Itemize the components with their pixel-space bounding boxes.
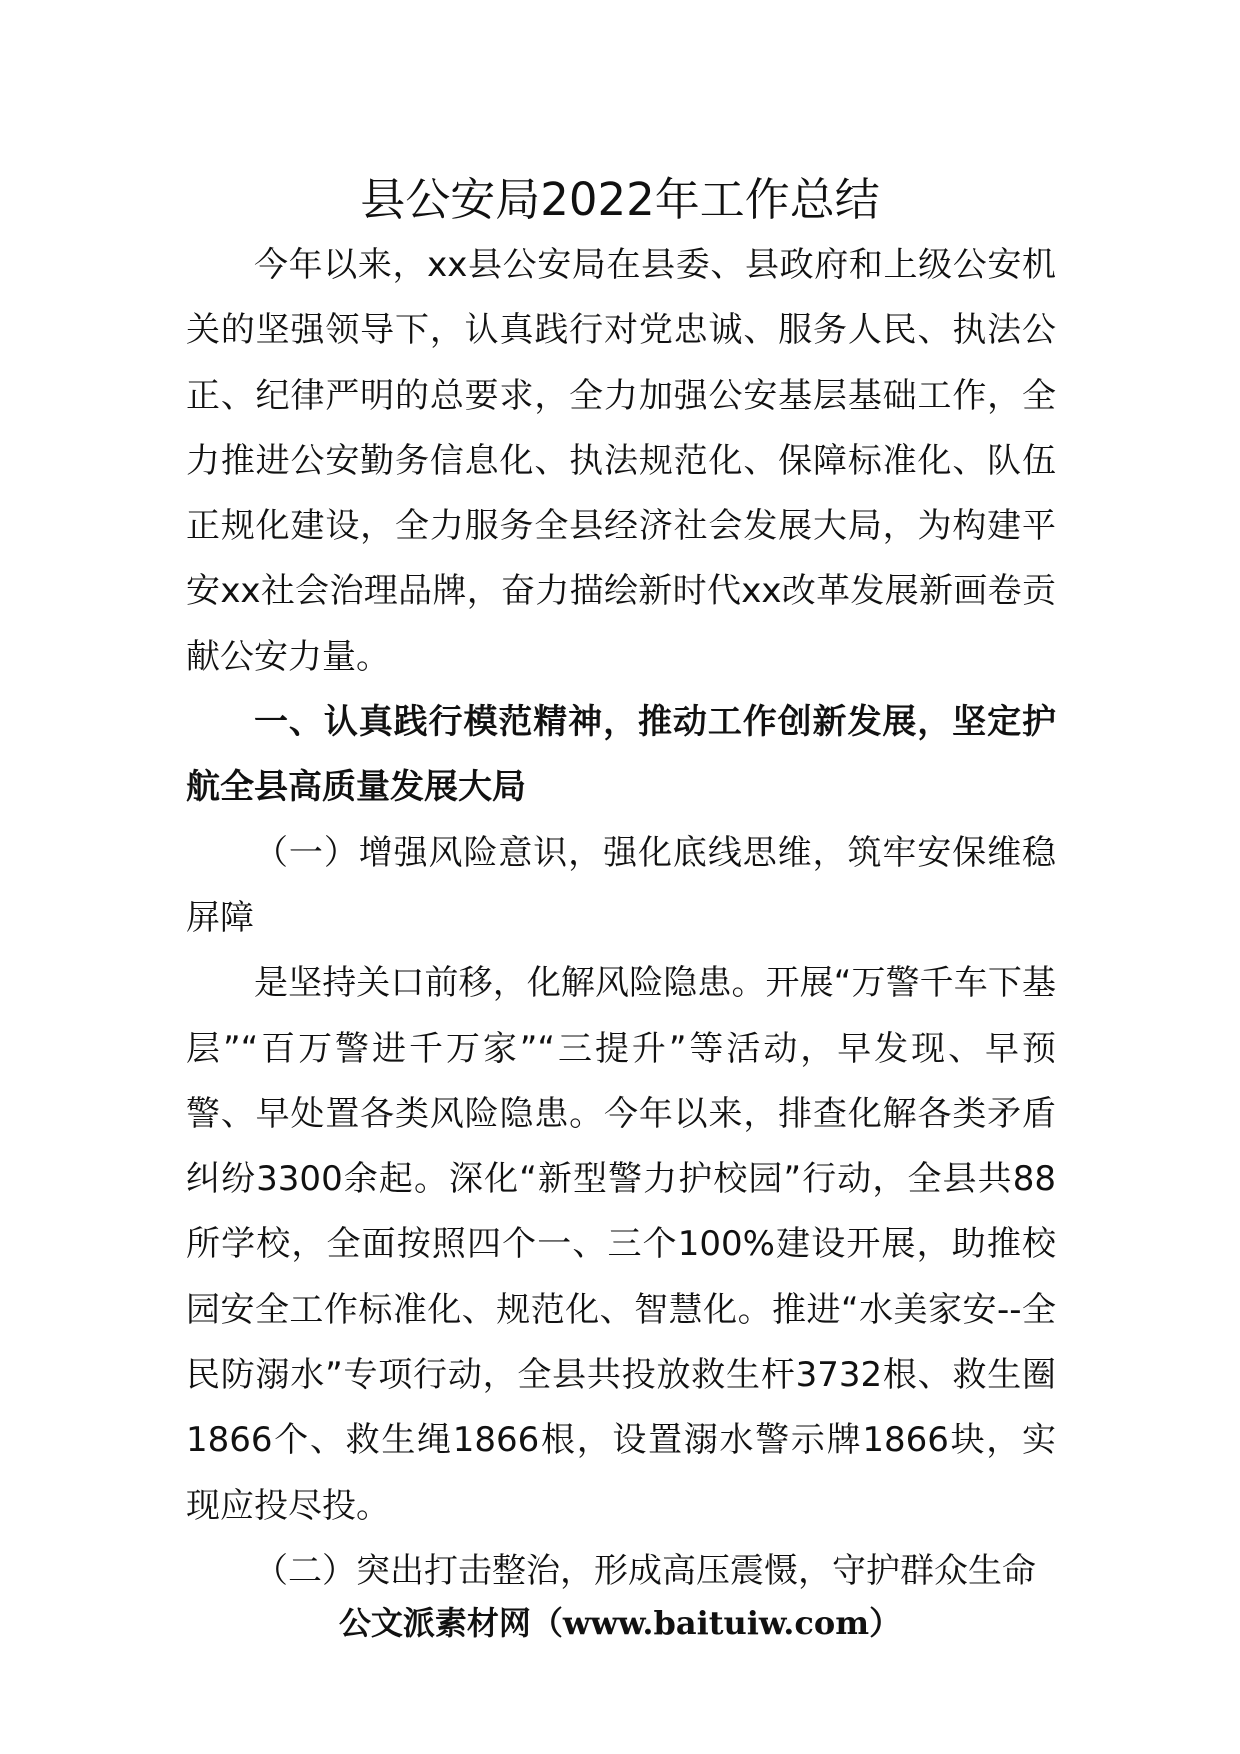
- document-body: [186, 233, 1056, 1604]
- intro-paragraph: 今年以来，xx县公安局在县委、县政府和上级公安机关的坚强领导下，认真践行对党忠诚、服务人民、执法公正、纪律严明的总要求，全力加强公安基层基础工作，全力推进公安勤务信息化、执法规范化、保障标准化、队伍正规化建设，全力服务全县经济社会发展大局，为构建平安xx社会治理品牌，奋力描绘新时代xx改革发展新画卷贡献公安力量。: [186, 245, 1056, 677]
- subsection-heading-1: （一）增强风险意识，强化底线思维，筑牢安保维稳屏障: [186, 832, 1056, 938]
- body-paragraph-1: 是坚持关口前移，化解风险隐患。开展“万警千车下基层”“百万警进千万家”“三提升”等活动，早发现、早预警、早处置各类风险隐患。今年以来，排查化解各类矛盾纠纷3300余起。深化“新型警力护校园”行动，全县共88所学校，全面按照四个一、三个100%建设开展，助推校园安全工作标准化、规范化、智慧化。推进“水美家安--全民防溺水”专项行动，全县共投放救生杆3732根、救生圈1866个、救生绳1866根，设置溺水警示牌1866块，实现应投尽投。: [186, 963, 1056, 1526]
- footer-source: 公文派素材网（www.baituiw.com）: [338, 1604, 902, 1642]
- subsection-heading-2: （二）突出打击整治，形成高压震慑，守护群众生命: [254, 1550, 1036, 1591]
- section-heading-1: 一、认真践行模范精神，推动工作创新发展，坚定护航全县高质量发展大局: [186, 702, 1056, 808]
- document-title: 县公安局2022年工作总结: [360, 173, 880, 226]
